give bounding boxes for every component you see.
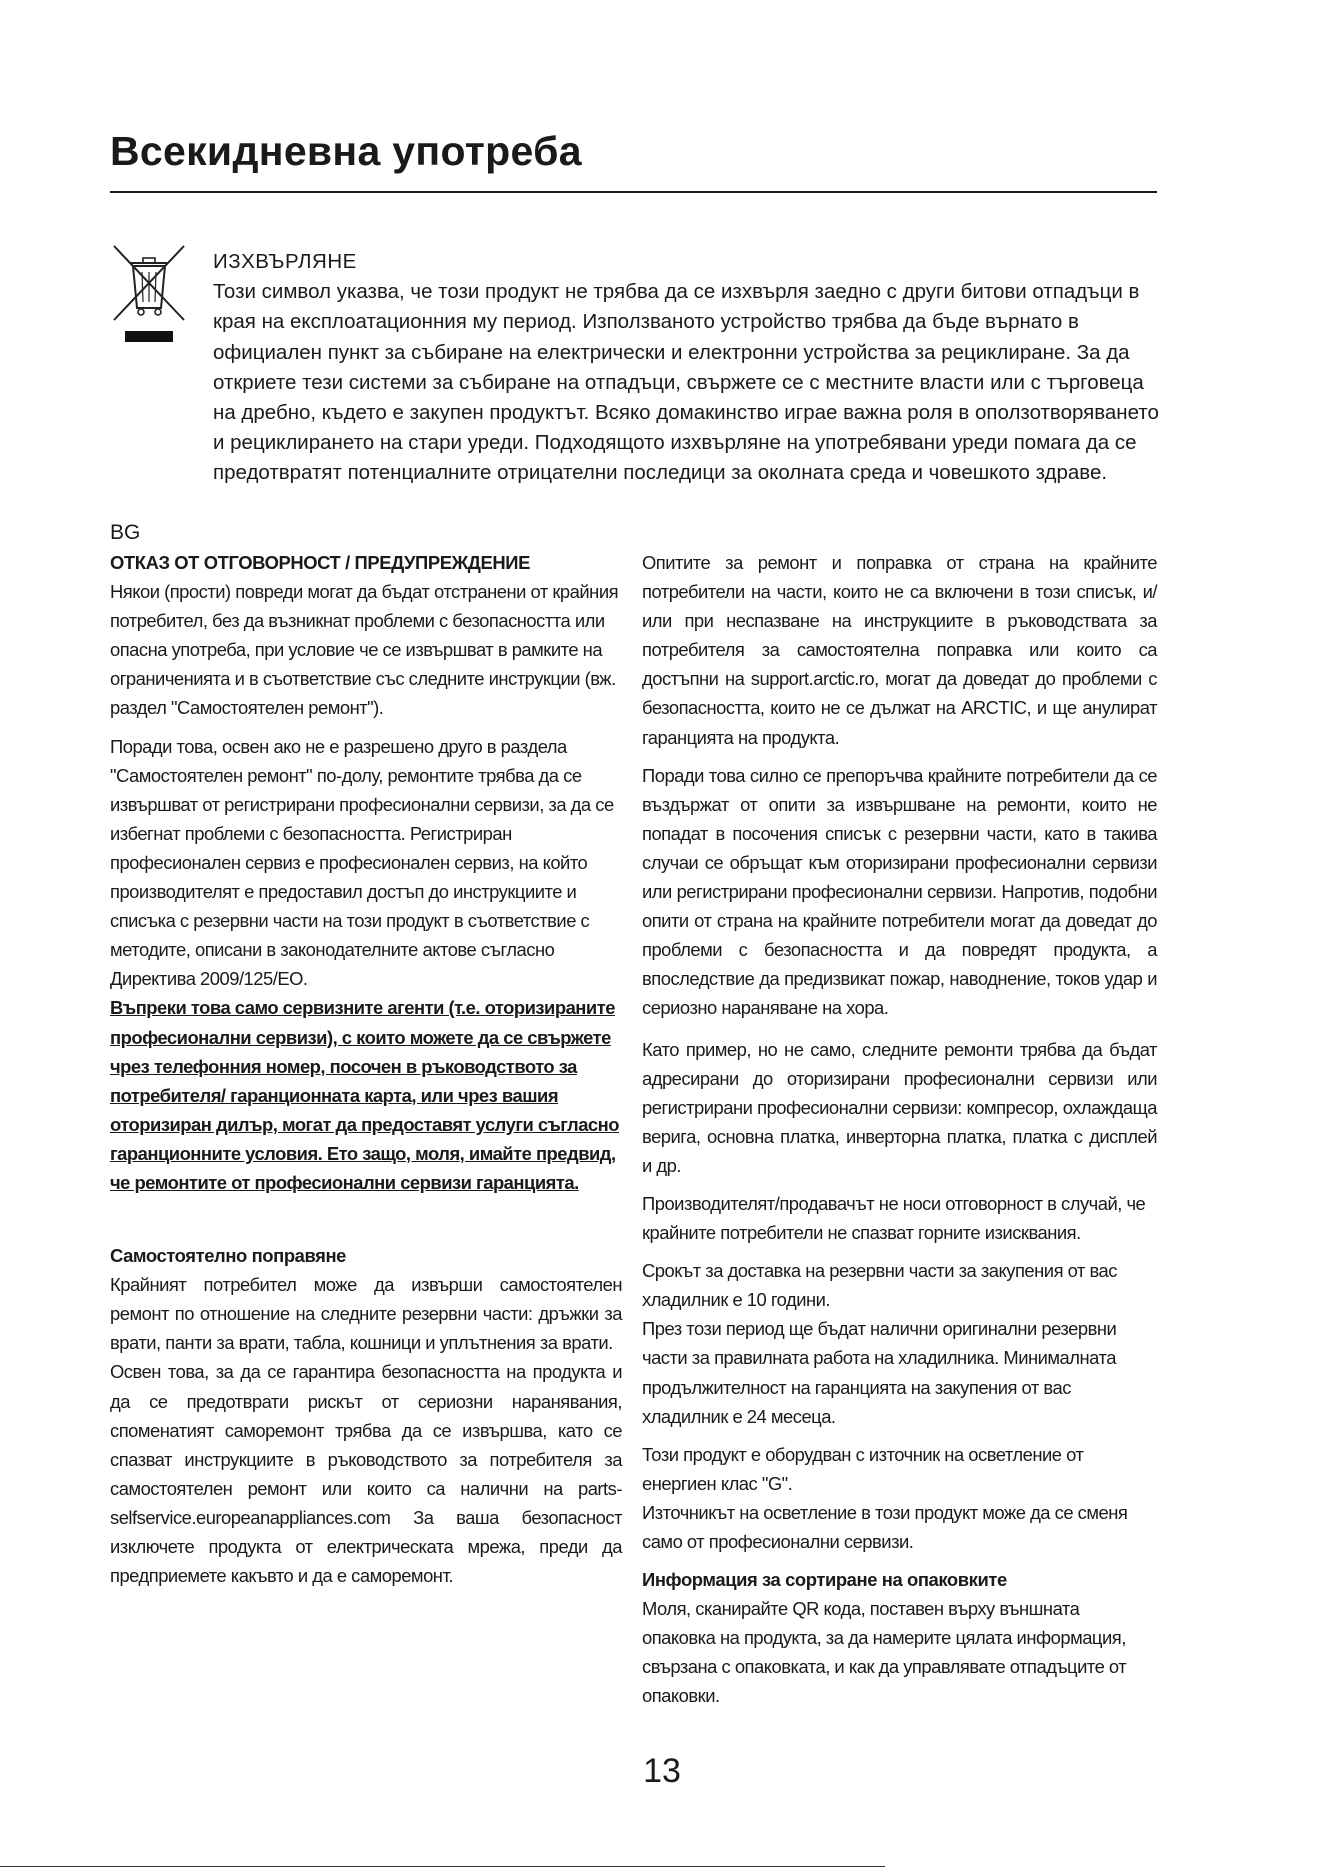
left-paragraph-4: Крайният потребител може да извърши самостоятелен ремонт по отношение на следните резервни части: дръжки за врати, панти за врати, табла, кошници и уплътнения за врати.: [110, 1274, 622, 1354]
left-column: [110, 548, 622, 1590]
right-paragraph-3: Като пример, но не само, следните ремонти трябва да бъдат адресирани до оторизирани професионални сервизи или регистрирани професионални сервизи: компресор, охлаждаща верига, основна платка, инверторна платка, платка с дисплей и др.: [642, 1038, 1157, 1176]
right-column: [642, 548, 1157, 1711]
packaging-heading: Информация за сортиране на опаковките: [642, 1569, 1007, 1591]
page-number: 13: [643, 1752, 681, 1790]
page-title: Всекидневна употреба: [110, 128, 582, 174]
right-paragraph-4: Производителят/продавачът не носи отговорност в случай, че крайните потребители не спазват горните изисквания.: [642, 1192, 1146, 1244]
title-divider: [110, 191, 1157, 193]
right-paragraph-5: Срокът за доставка на резервни части за закупения от вас хладилник е 10 години.: [642, 1260, 1117, 1311]
footer-divider: [0, 1866, 885, 1867]
self-repair-heading: Самостоятелно поправяне: [110, 1245, 347, 1267]
warranty-warning: Въпреки това само сервизните агенти (т.е. оторизираните професионални сервизи), с които можете да се свържете чрез телефонния номер, посочен в ръководството за потребителя/ гаранционната карта, или чрез вашия оторизиран дилър, могат да предоставят услуги съгласно гаранционните условия. Ето защо, моля, имайте предвид, че ремонтите от професионални сервизи гаранцията.: [110, 997, 619, 1193]
right-paragraph-8: Източникът на осветление в този продукт може да се сменя само от професионални сервизи.: [642, 1501, 1128, 1552]
disposal-heading: ИЗХВЪРЛЯНЕ: [213, 250, 357, 273]
crossed-out-wheelie-bin-icon: [112, 244, 186, 344]
disclaimer-heading: ОТКАЗ ОТ ОТГОВОРНОСТ / ПРЕДУПРЕЖДЕНИЕ: [110, 552, 530, 573]
left-paragraph-2: Поради това, освен ако не е разрешено друго в раздела "Самостоятелен ремонт" по-долу, ремонтите трябва да се извършват от регистрирани професионални сервизи, за да се избегнат проблеми с безопасността. Регистриран професионален сервиз е професионален сервиз, на който производителят е предоставил достъп до инструкциите и списъка с резервни части на този продукт в съответствие с методите, описани в законодателните актове съгласно Директива 2009/125/ЕО.: [110, 735, 614, 990]
right-paragraph-2: Поради това силно се препоръчва крайните потребители да се въздържат от опити за извършване на ремонти, които не попадат в посочения списък с резервни части, като в такива случаи се обръщат към оторизирани професионални сервизи или регистрирани професионални сервизи. Напротив, подобни опити от страна на крайните потребители могат да доведат до проблеми с безопасността и да повредят продукта, а впоследствие да предизвикат пожар, наводнение, токов удар и сериозно нараняване на хора.: [642, 764, 1157, 1019]
left-paragraph-5: Освен това, за да се гарантира безопасността на продукта и да се предотврати рискът от сериозни наранявания, споменатият саморемонт трябва да се извършва, като се спазват инструкциите в ръководството за потребителя за самостоятелен ремонт или които са налични на parts-selfservice.europeanappliances.com За ваша безопасност изключете продукта от електрическата мрежа, преди да предприемете какъвто и да е саморемонт.: [110, 1361, 622, 1587]
right-paragraph-6: През този период ще бъдат налични оригинални резервни части за правилната работа на хладилника. Минималната продължителност на гаранцията на закупения от вас хладилник е 24 месеца.: [642, 1318, 1117, 1427]
language-code: BG: [110, 521, 141, 544]
disposal-text: Този символ указва, че този продукт не трябва да се изхвърля заедно с други битови отпадъци в края на експлоатационния му период. Използваното устройство трябва да бъде върнато в официален пункт за събиране на електрически и електронни устройства за рециклиране. За да откриете тези системи за събиране на отпадъци, свържете се с местните власти или с търговеца на дребно, където е закупен продуктът. Всяко домакинство играе важна роля в оползотворяването и рециклирането на стари уреди. Подходящото изхвърляне на употребявани уреди помага да се предотвратят потенциалните отрицателни последици за околната среда и човешкото здраве.: [213, 280, 1159, 485]
right-paragraph-7: Този продукт е оборудван с източник на осветление от енергиен клас "G".: [642, 1443, 1084, 1494]
left-paragraph-1: Някои (прости) повреди могат да бъдат отстранени от крайния потребител, без да възникнат проблеми с безопасността или опасна употреба, при условие че се извършват в рамките на ограниченията и в съответствие със следните инструкции (вж. раздел "Самостоятелен ремонт").: [110, 581, 619, 719]
right-paragraph-1: Опитите за ремонт и поправка от страна на крайните потребители на части, които не са включени в този списък, и/или при неспазване на инструкциите в ръководствата за потребителя за самостоятелна поправка или които са достъпни на support.arctic.ro, могат да доведат до проблеми с безопасността, които не се дължат на ARCTIC, и ще анулират гаранцията на продукта.: [642, 552, 1157, 748]
disposal-section: [213, 247, 1163, 489]
right-paragraph-9: Моля, сканирайте QR кода, поставен върху външната опаковка на продукта, за да намерите цялата информация, свързана с опаковката, и как да управлявате отпадъците от опаковки.: [642, 1598, 1127, 1707]
